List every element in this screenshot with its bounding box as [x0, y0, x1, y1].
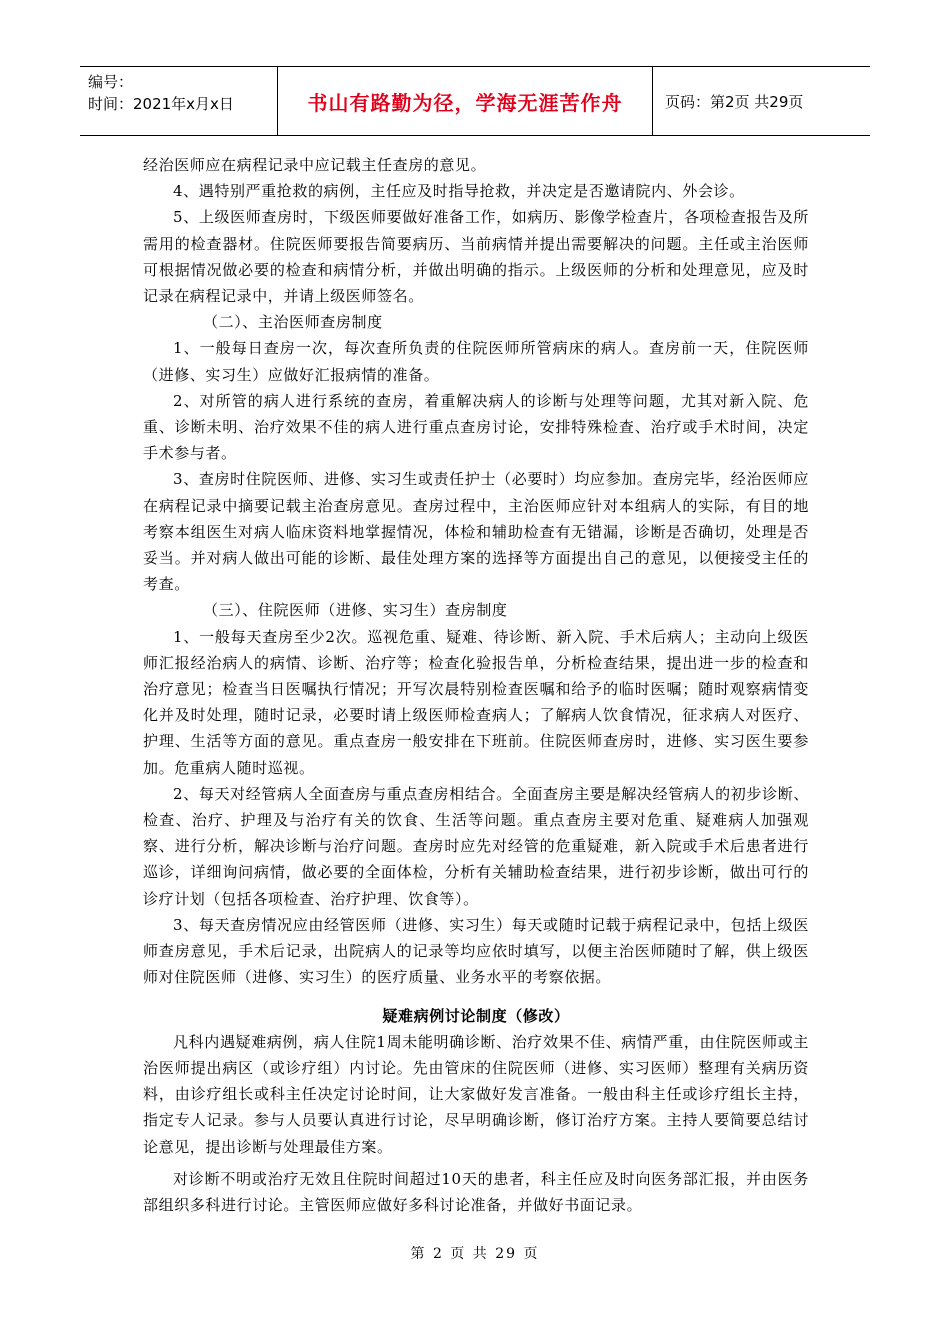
- paragraph: 经治医师应在病程记录中应记载主任查房的意见。: [143, 156, 487, 174]
- document-body: [143, 152, 809, 1218]
- page-header: [80, 66, 870, 136]
- paragraph: 3、每天查房情况应由经管医师（进修、实习生）每天或随时记载于病程记录中，包括上级医师查房意见，手术后记录，出院病人的记录等均应依时填写，以便主治医师随时了解，供上级医师对住院医师（进修、实习生）的医疗质量、业务水平的考察依据。: [143, 915, 809, 987]
- header-page-info: 页码：第2页 共29页: [665, 92, 804, 111]
- paragraph: 3、查房时住院医师、进修、实习生或责任护士（必要时）均应参加。查房完毕，经治医师应在病程记录中摘要记载主治查房意见。查房过程中，主治医师应针对本组病人的实际，有目的地考察本组医生对病人临床资料地掌握情况，体检和辅助检查有无错漏，诊断是否确切，处理是否妥当。并对病人做出可能的诊断、最佳处理方案的选择等方面提出自己的意见，以便接受主任的考查。: [143, 470, 809, 594]
- paragraph: 5、上级医师查房时，下级医师要做好准备工作，如病历、影像学检查片，各项检查报告及所需用的检查器材。住院医师要报告简要病历、当前病情并提出需要解决的问题。主任或主治医师可根据情况做必要的检查和病情分析，并做出明确的指示。上级医师的分析和处理意见，应及时记录在病程记录中，并请上级医师签名。: [143, 208, 809, 306]
- paragraph: 2、对所管的病人进行系统的查房，着重解决病人的诊断与处理等问题，尤其对新入院、危重、诊断未明、治疗效果不佳的病人进行重点查房讨论，安排特殊检查、治疗或手术时间，决定手术参与者。: [143, 391, 809, 463]
- header-meta: [80, 67, 278, 135]
- paragraph: 4、遇特别严重抢救的病例，主任应及时指导抢救，并决定是否邀请院内、外会诊。: [173, 182, 745, 201]
- time-label: 时间：2021年x月x日: [88, 95, 234, 113]
- paragraph: 1、一般每天查房至少2次。巡视危重、疑难、待诊断、新入院、手术后病人；主动向上级医师汇报经治病人的病情、诊断、治疗等；检查化验报告单，分析检查结果，提出进一步的检查和治疗意见；检查当日医嘱执行情况；开写次晨特别检查医嘱和给予的临时医嘱；随时观察病情变化并及时处理，随时记录，必要时请上级医师检查病人；了解病人饮食情况，征求病人对医疗、护理、生活等方面的意见。重点查房一般安排在下班前。住院医师查房时，进修、实习医生要参加。危重病人随时巡视。: [143, 627, 809, 777]
- section-title: 疑难病例讨论制度（修改）: [382, 1006, 570, 1025]
- paragraph: 2、每天对经管病人全面查房与重点查房相结合。全面查房主要是解决经管病人的初步诊断、检查、治疗、护理及与治疗有关的饮食、生活等问题。重点查房主要对危重、疑难病人加强观察、进行分析，解决诊断与治疗问题。查房时应先对经管的危重疑难，新入院或手术后患者进行巡诊，详细询问病情，做必要的全面体检，分析有关辅助检查结果，进行初步诊断，做出可行的诊疗计划（包括各项检查、治疗护理、饮食等）。: [143, 784, 809, 908]
- paragraph: 1、一般每日查房一次，每次查所负责的住院医师所管病床的病人。查房前一天，住院医师（进修、实习生）应做好汇报病情的准备。: [143, 339, 809, 384]
- paragraph: 凡科内遇疑难病例，病人住院1周未能明确诊断、治疗效果不佳、病情严重，由住院医师或主治医师提出病区（或诊疗组）内讨论。先由管床的住院医师（进修、实习医师）整理有关病历资料，由诊疗组长或科主任决定讨论时间，让大家做好发言准备。一般由科主任或诊疗组长主持，指定专人记录。参与人员要认真进行讨论，尽早明确诊断，修订治疗方案。主持人要简要总结讨论意见，提出诊断与处理最佳方案。: [143, 1032, 809, 1156]
- section-heading: （三）、住院医师（进修、实习生）查房制度: [203, 601, 508, 620]
- header-motto: 书山有路勤为径，学海无涯苦作舟: [278, 67, 653, 135]
- paragraph: 对诊断不明或治疗无效且住院时间超过10天的患者，科主任应及时向医务部汇报，并由医务部组织多科进行讨论。主管医师应做好多科讨论准备，并做好书面记录。: [143, 1169, 809, 1214]
- section-heading: （二）、主治医师查房制度: [203, 313, 383, 332]
- page-footer: 第 2 页 共 29 页: [410, 1246, 540, 1262]
- code-label: 编号：: [88, 73, 134, 91]
